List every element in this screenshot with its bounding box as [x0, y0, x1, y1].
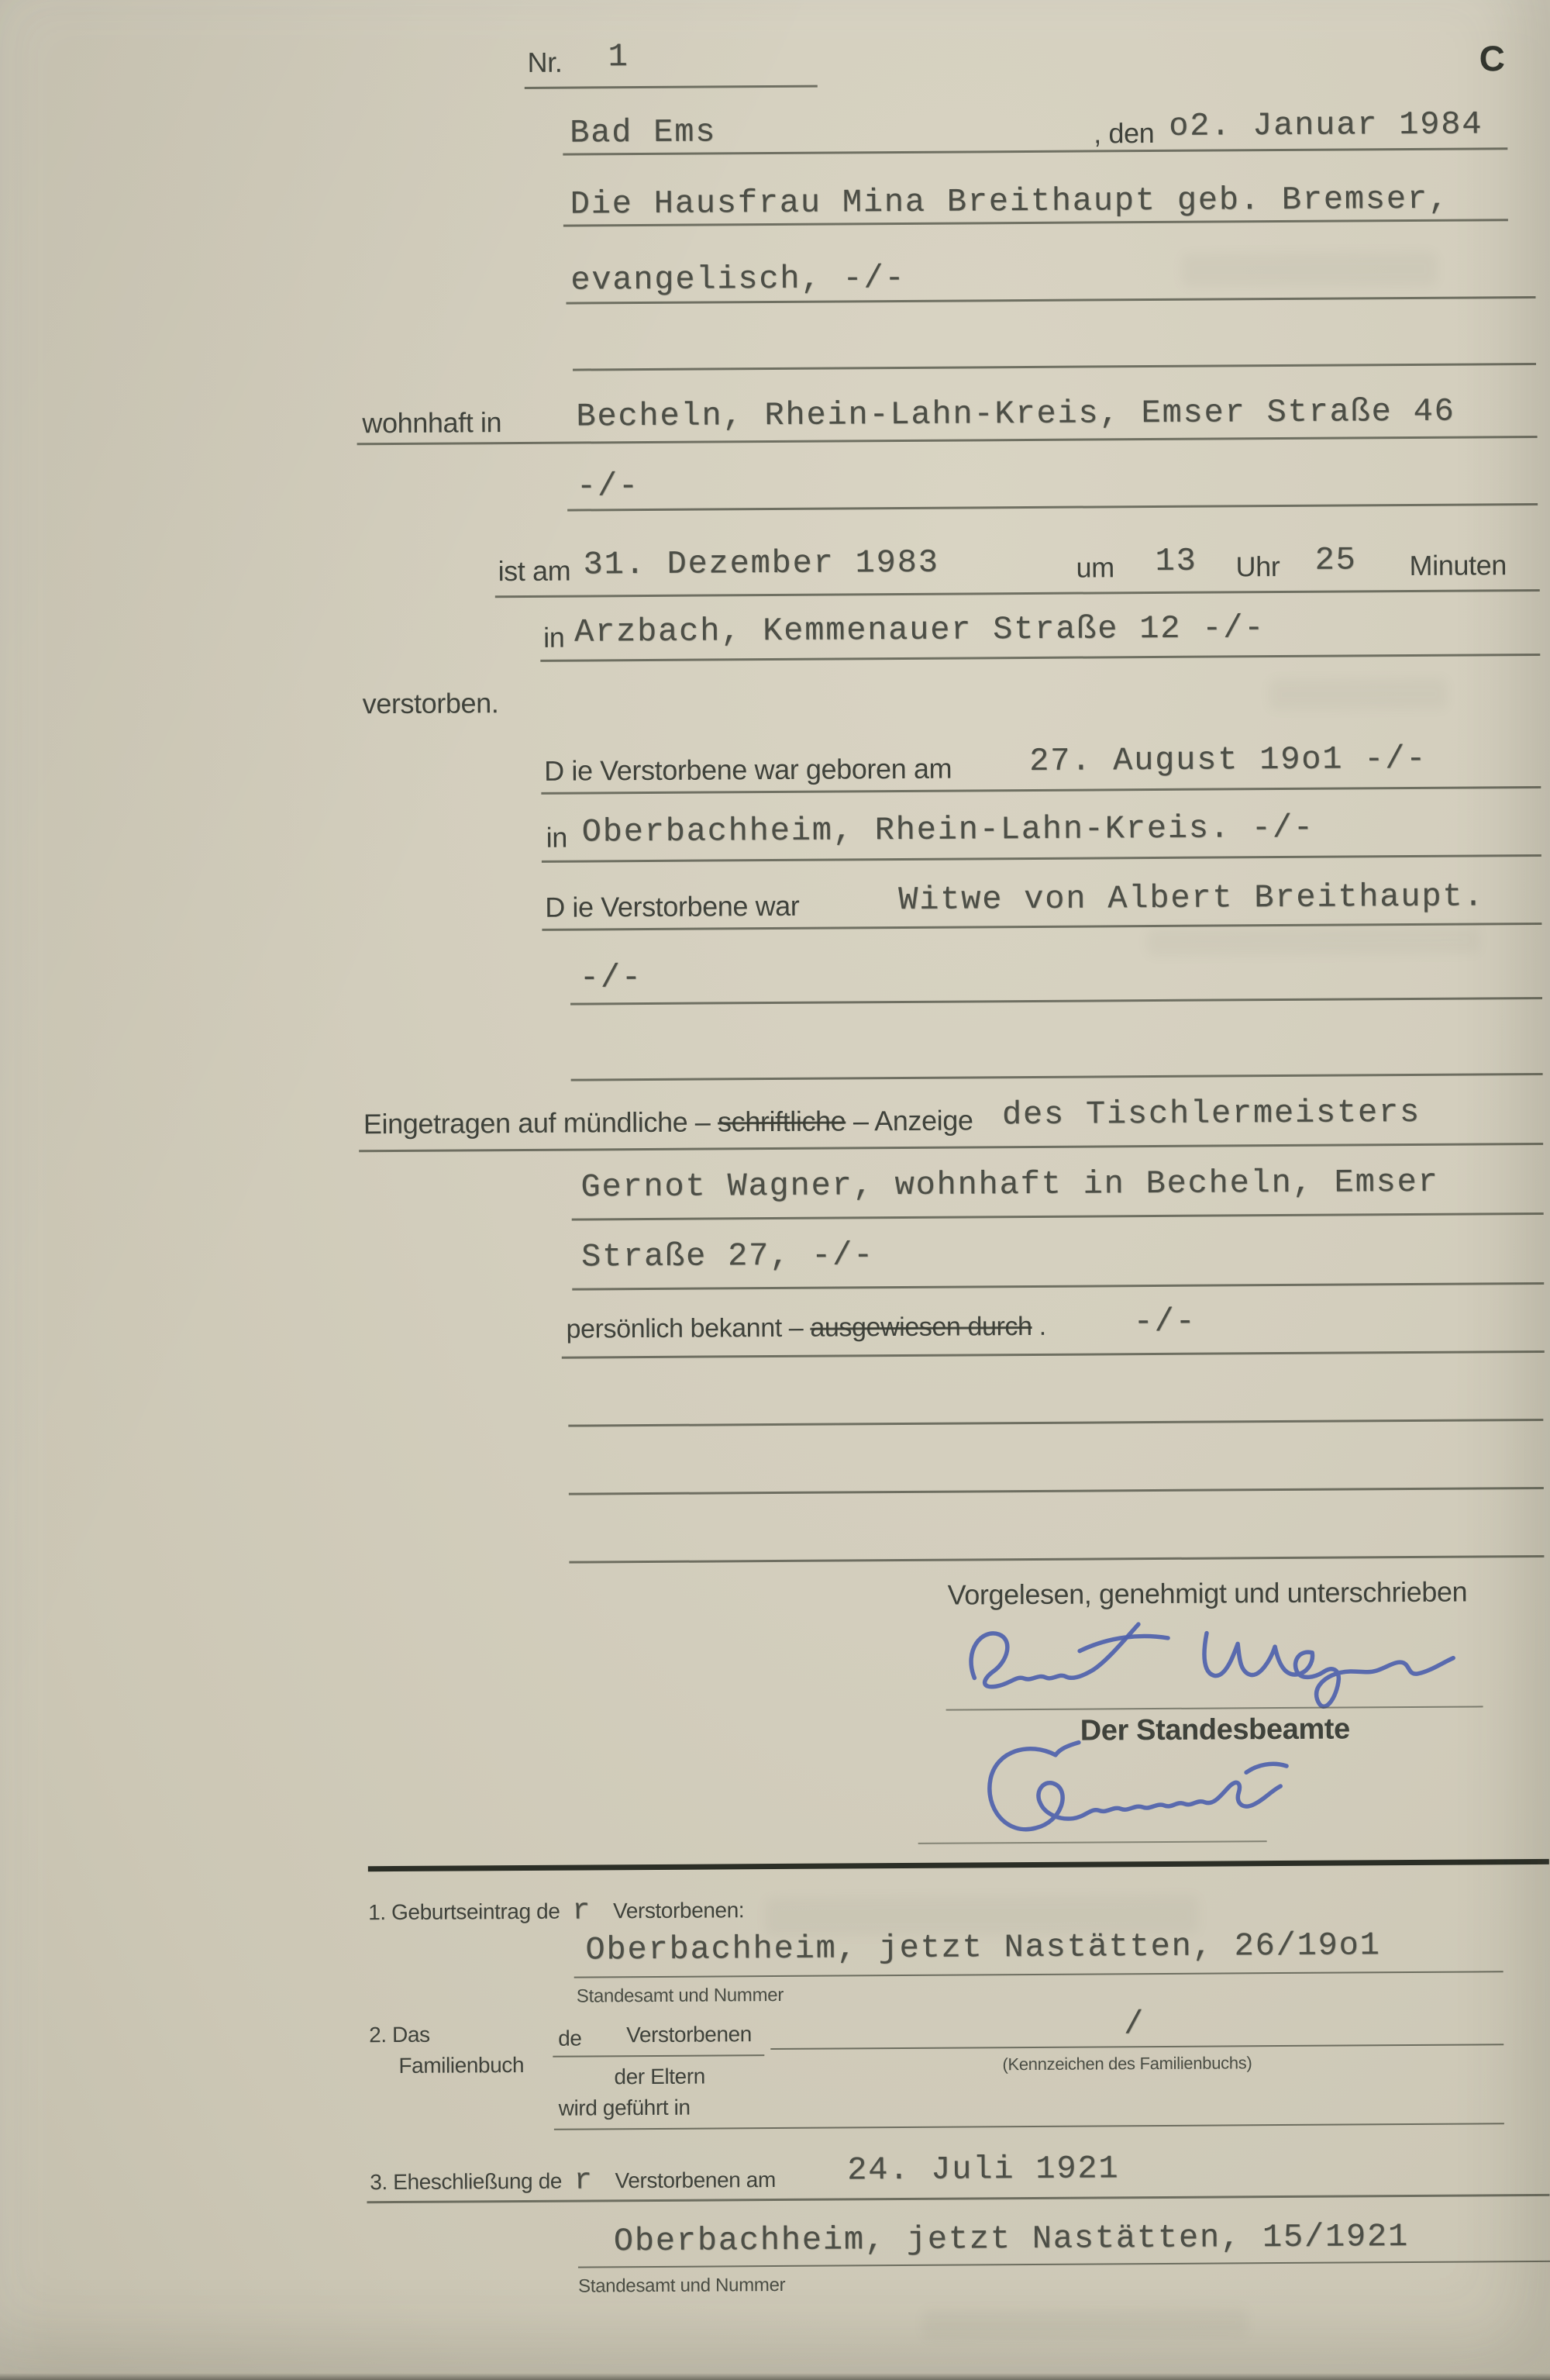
ghost-smudge	[1181, 252, 1437, 288]
rule-line	[525, 85, 818, 89]
marriage-entry-label-pre: 3. Eheschließung de	[370, 2168, 563, 2195]
familienbuch-verstorbenen-label: Verstorbenen	[626, 2022, 753, 2047]
registration-label-pre: Eingetragen auf mündliche –	[363, 1105, 711, 1140]
corner-mark: C	[1479, 38, 1505, 79]
rule-line	[569, 1487, 1544, 1495]
birth-entry-label	[368, 1893, 744, 1929]
registrar-signature	[896, 1724, 1315, 1882]
birthplace-in-label: in	[546, 821, 568, 854]
birth-entry-gender-typed: r	[572, 1894, 592, 1928]
date-den-label: , den	[1094, 116, 1155, 150]
informant-title-field: des Tischlermeisters	[1001, 1093, 1421, 1134]
residence-field: Becheln, Rhein-Lahn-Kreis, Emser Straße 46	[576, 392, 1455, 436]
marriage-entry-gender-typed: r	[574, 2164, 594, 2198]
closing-statement: Vorgelesen, genehmigt und unterschrieben	[947, 1575, 1468, 1611]
familienbuch-caption: (Kennzeichen des Familienbuchs)	[1002, 2053, 1252, 2075]
familienbuch-slash-field: /	[1123, 2006, 1145, 2044]
rule-line	[569, 1555, 1544, 1564]
ghost-smudge	[1269, 678, 1447, 710]
marital-continuation-field: -/-	[579, 959, 642, 997]
rule-line	[572, 1212, 1544, 1221]
known-label-period: .	[1038, 1311, 1046, 1341]
familienbuch-num-label: 2. Das	[369, 2022, 430, 2047]
familienbuch-fraction-line	[553, 2054, 764, 2057]
marriage-entry-caption: Standesamt und Nummer	[578, 2274, 786, 2297]
ghost-smudge	[1146, 926, 1479, 956]
registration-struck-word: schriftliche	[717, 1105, 846, 1138]
residence-label: wohnhaft in	[362, 406, 502, 440]
marital-status-field: Witwe von Albert Breithaupt.	[898, 878, 1485, 919]
rule-line	[562, 1350, 1545, 1359]
religion-field: evangelisch, -/-	[570, 259, 906, 299]
familienbuch-wird-label: wird geführt in	[558, 2095, 691, 2120]
ghost-smudge	[922, 2307, 1248, 2339]
known-label-pre: persönlich bekannt –	[566, 1312, 804, 1344]
residence-continuation-field: -/-	[576, 467, 640, 505]
rule-line	[540, 654, 1540, 662]
rule-line	[542, 854, 1541, 863]
marriage-entry-field: Oberbachheim, jetzt Nastätten, 15/1921	[613, 2218, 1410, 2261]
birth-entry-label-pre: 1. Geburtseintrag de	[368, 1899, 560, 1925]
verstorben-label: verstorben.	[362, 687, 499, 720]
informant-address-field: Straße 27, -/-	[580, 1237, 875, 1276]
familienbuch-eltern-label: der Eltern	[614, 2064, 705, 2089]
rule-line	[572, 1282, 1544, 1291]
death-date-field: 31. Dezember 1983	[583, 543, 939, 584]
time-uhr-label: Uhr	[1235, 550, 1280, 583]
death-place-in-label: in	[543, 621, 565, 654]
rule-line	[541, 786, 1541, 795]
time-minuten-label: Minuten	[1409, 549, 1507, 581]
deceased-name-field: Die Hausfrau Mina Breithaupt geb. Bremser,	[570, 180, 1450, 223]
birth-label: D ie Verstorbene war geboren am	[544, 752, 952, 787]
record-number-label: Nr.	[527, 46, 563, 78]
marriage-entry-label	[370, 2163, 776, 2199]
birthplace-field: Oberbachheim, Rhein-Lahn-Kreis. -/-	[581, 809, 1314, 851]
date-field: o2. Januar 1984	[1168, 105, 1483, 145]
familienbuch-entry-line	[770, 2044, 1504, 2050]
marriage-date-field: 24. Juli 1921	[847, 2150, 1120, 2189]
rule-line	[578, 2261, 1550, 2268]
place-field: Bad Ems	[570, 113, 717, 152]
death-place-field: Arzbach, Kemmenauer Straße 12 -/-	[574, 609, 1266, 651]
birth-entry-caption: Standesamt und Nummer	[576, 1984, 784, 2007]
familienbuch-word-label: Familienbuch	[398, 2053, 525, 2078]
known-field: -/-	[1133, 1302, 1197, 1341]
registrar-title: Der Standesbeamte	[1080, 1713, 1350, 1747]
known-struck-word: ausgewiesen durch	[810, 1311, 1032, 1343]
death-hour-field: 13	[1155, 542, 1197, 580]
rule-line	[567, 503, 1538, 512]
rule-line	[571, 1073, 1543, 1081]
rule-line	[568, 1419, 1543, 1427]
marriage-entry-label-post: Verstorbenen am	[615, 2168, 776, 2193]
birth-entry-field: Oberbachheim, jetzt Nastätten, 26/19o1	[585, 1926, 1381, 1969]
familienbuch-de-label: de	[558, 2026, 582, 2051]
birth-date-field: 27. August 19o1 -/-	[1028, 740, 1428, 780]
informant-name-field: Gernot Wagner, wohnhaft in Becheln, Emser	[580, 1163, 1439, 1206]
death-minute-field: 25	[1314, 541, 1357, 579]
rule-line	[357, 436, 1538, 445]
known-label	[566, 1312, 1045, 1345]
time-um-label: um	[1076, 551, 1114, 584]
rule-line	[574, 1971, 1504, 1978]
rule-line	[495, 589, 1540, 598]
marital-status-label: D ie Verstorbene war	[545, 889, 800, 923]
rule-line	[542, 923, 1541, 931]
birth-entry-label-post: Verstorbenen:	[612, 1898, 745, 1923]
rule-line	[573, 363, 1536, 371]
rule-line	[554, 2123, 1504, 2130]
registration-label-post: – Anzeige	[852, 1104, 973, 1137]
rule-line	[570, 997, 1542, 1005]
registration-label	[363, 1104, 973, 1140]
record-number-value: 1	[608, 38, 629, 76]
rule-line	[359, 1143, 1543, 1152]
death-date-label: ist am	[498, 554, 571, 588]
